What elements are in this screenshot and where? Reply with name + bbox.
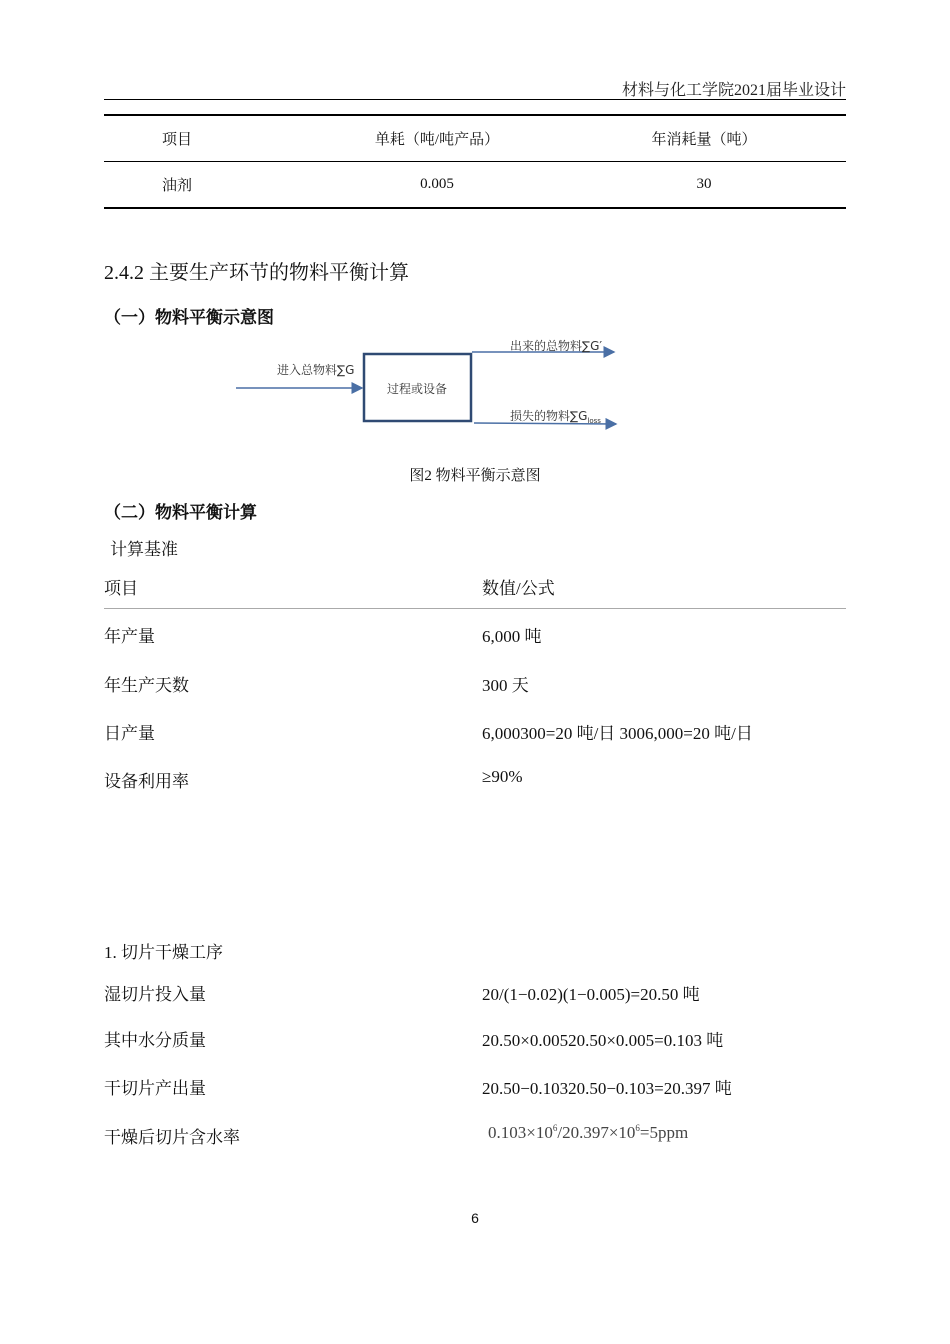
formula-part: /20.397×10 [557,1123,636,1142]
loss-label-subscript: loss [587,417,601,425]
table-header-cell: 单耗（吨/吨产品） [312,115,562,162]
basis-header-value: 数值/公式 [482,579,555,598]
table-header-cell: 项目 [104,115,312,162]
row-value: 6,000300=20 吨/日 3006,000=20 吨/日 [482,724,753,743]
table-cell: 油剂 [104,162,312,209]
basis-title: 计算基准 [110,540,178,559]
page-header: 材料与化工学院2021届毕业设计 [621,82,846,99]
drying-title-text: 1. 切片干燥工序 [104,943,223,962]
table-row [104,671,846,695]
formula-part: 0.103×10 [488,1123,553,1142]
page-number: 6 [471,1210,479,1226]
row-value: 6,000 吨 [482,627,542,646]
input-label: 进入总物料∑G [277,363,355,377]
formula-exponent: 6 [635,1123,640,1133]
figure-caption: 图2 物料平衡示意图 [409,468,541,484]
material-balance-diagram [0,330,950,440]
process-box-label: 过程或设备 [386,382,448,396]
table-row [104,622,846,646]
section-title: 2.4.2 主要生产环节的物料平衡计算 [104,262,409,284]
moisture-formula [488,1123,688,1143]
drying-title [104,938,846,962]
subsection-title-calc: （二）物料平衡计算 [104,503,257,522]
table-row [104,767,846,791]
table-row [104,980,846,1004]
formula-exponent: 6 [552,1123,558,1133]
basis-table-header [104,574,846,598]
table-row [104,719,846,743]
consumption-table [104,114,846,209]
row-label: 湿切片投入量 [104,985,206,1004]
basis-header-item: 项目 [104,579,138,598]
subsection-title-diagram: （一）物料平衡示意图 [104,308,274,327]
row-value: 20.50−0.10320.50−0.103=20.397 吨 [482,1079,732,1098]
table-row [104,162,846,209]
table-row [104,1026,846,1050]
table-row [104,1123,846,1147]
table-cell: 0.005 [312,162,562,209]
row-value: ≥90% [482,767,523,786]
table-cell: 30 [562,162,846,209]
loss-label-main: 损失的物料∑G [510,409,588,423]
row-value: 20/(1−0.02)(1−0.005)=20.50 吨 [482,985,700,1004]
output-label: 出来的总物料∑G′ [510,339,603,353]
row-label: 设备利用率 [104,772,189,791]
row-value: 300 天 [482,676,529,695]
basis-table-rule [104,608,846,609]
row-value: 20.50×0.00520.50×0.005=0.103 吨 [482,1031,724,1050]
row-label: 年产量 [104,627,155,646]
loss-label [510,408,601,425]
row-label: 干切片产出量 [104,1079,206,1098]
row-label: 年生产天数 [104,676,189,695]
table-row [104,1074,846,1098]
row-label: 日产量 [104,724,155,743]
header-rule [104,99,846,100]
formula-part: =5ppm [639,1123,689,1142]
table-header-cell: 年消耗量（吨） [562,115,846,162]
table-header-row [104,115,846,162]
row-label: 其中水分质量 [104,1031,206,1050]
row-label: 干燥后切片含水率 [104,1128,240,1147]
